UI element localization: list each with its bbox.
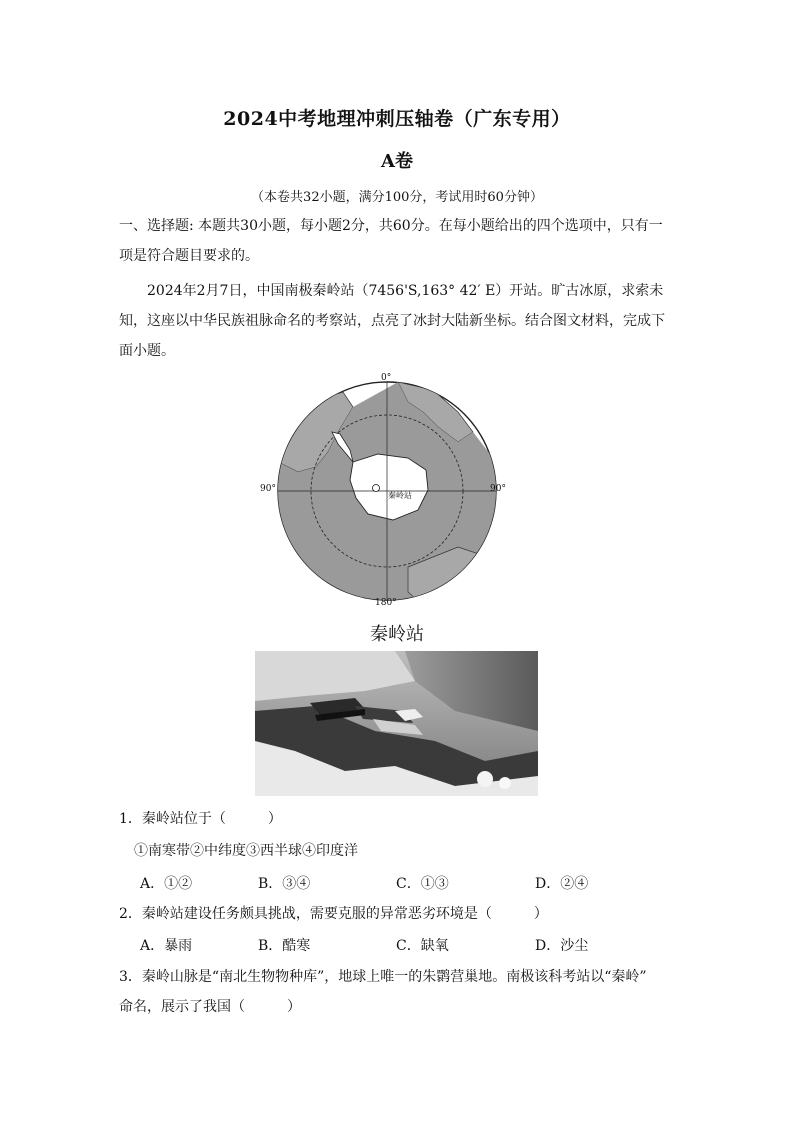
question-1-option-b[interactable]: B．③④ bbox=[258, 876, 311, 892]
map-label-180: 180° bbox=[375, 598, 397, 608]
question-1-option-a[interactable]: A．①② bbox=[140, 876, 193, 892]
question-1-option-c[interactable]: C．①③ bbox=[396, 876, 449, 892]
station-photo-svg bbox=[255, 651, 538, 796]
question-2-option-a[interactable]: A．暴雨 bbox=[140, 938, 193, 954]
question-2-option-c[interactable]: C．缺氧 bbox=[396, 938, 449, 954]
photo-caption: 秦岭站 bbox=[370, 624, 424, 645]
question-1-stem: 1．秦岭站位于（ ） bbox=[119, 811, 282, 827]
qinling-station-marker bbox=[373, 485, 380, 492]
question-3-stem-line1: 3．秦岭山脉是“南北生物物种库”，地球上唯一的朱鹮营巢地。南极该科考站以“秦岭” bbox=[119, 969, 647, 985]
material-line2: 知，这座以中华民族祖脉命名的考察站，点亮了冰封大陆新坐标。结合图文材料，完成下 bbox=[119, 313, 665, 329]
question-2-option-b[interactable]: B．酷寒 bbox=[258, 938, 311, 954]
antarctica-map bbox=[258, 372, 518, 612]
question-2-option-d[interactable]: D．沙尘 bbox=[535, 938, 589, 954]
material-line1: 2024年2月7日，中国南极秦岭站（7456'S,163° 42′ E）开站。旷古冰原，求索未 bbox=[147, 283, 664, 299]
question-1-option-d[interactable]: D．②④ bbox=[535, 876, 589, 892]
paper-subtitle: A卷 bbox=[381, 151, 413, 172]
material-line3: 面小题。 bbox=[119, 343, 175, 359]
station-photo bbox=[255, 651, 538, 796]
section-intro-line2: 项是符合题目要求的。 bbox=[119, 248, 259, 264]
question-1-sub: ①南寒带②中纬度③西半球④印度洋 bbox=[134, 843, 358, 859]
map-label-qinling: 秦岭站 bbox=[388, 491, 412, 500]
section-intro-line1: 一、选择题: 本题共30小题，每小题2分，共60分。在每小题给出的四个选项中，只有一 bbox=[119, 218, 663, 234]
question-3-stem-line2: 命名，展示了我国（ ） bbox=[119, 999, 301, 1015]
map-label-90-left: 90° bbox=[260, 484, 276, 494]
map-svg bbox=[258, 372, 518, 612]
map-label-90-right: 90° bbox=[490, 484, 506, 494]
exam-note: （本卷共32小题，满分100分，考试用时60分钟） bbox=[251, 190, 543, 205]
paper-title: 2024中考地理冲刺压轴卷（广东专用） bbox=[223, 108, 571, 130]
question-2-stem: 2．秦岭站建设任务颇具挑战，需要克服的异常恶劣环境是（ ） bbox=[119, 906, 548, 922]
map-label-0: 0° bbox=[381, 373, 392, 383]
